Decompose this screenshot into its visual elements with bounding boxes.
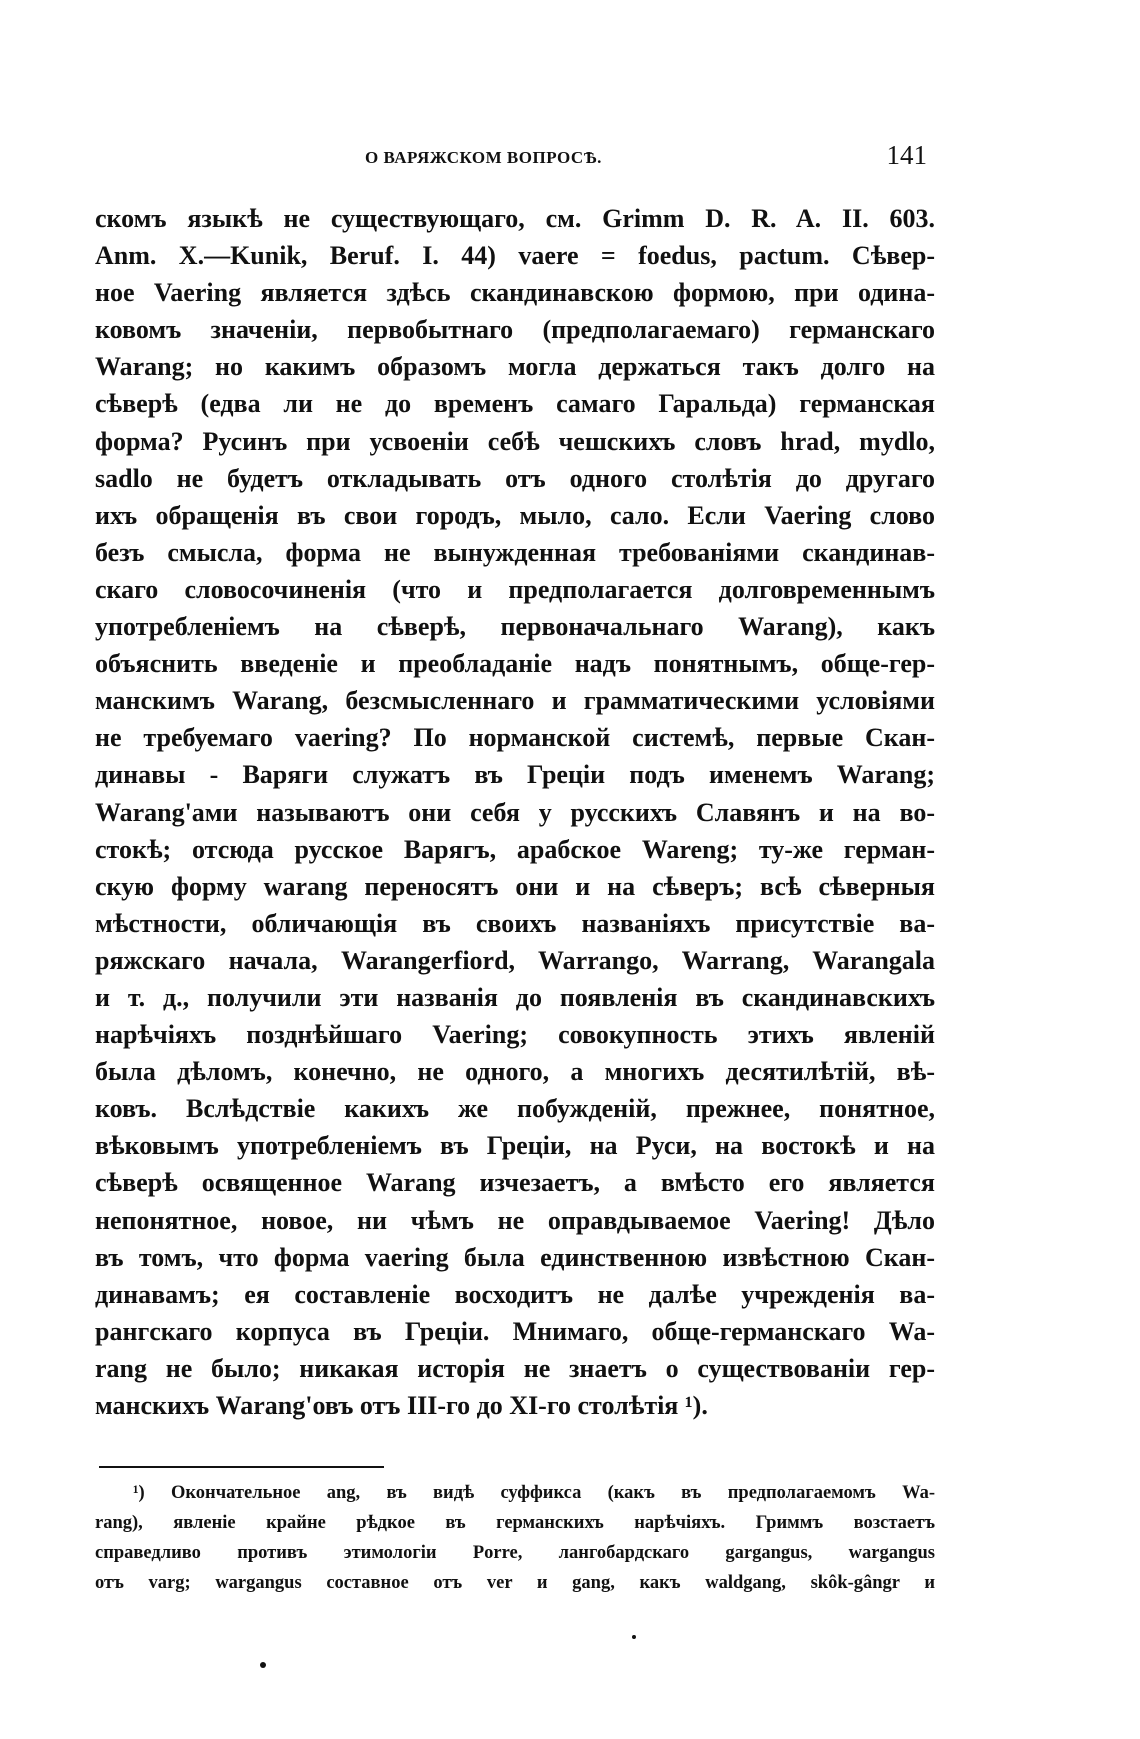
footnote-rule (99, 1466, 384, 1468)
text-line: динавы - Варяги служатъ въ Греціи подъ именемъ Warang; (95, 760, 935, 790)
text-line: скаго словосочиненія (что и предполагается долговременнымъ (95, 574, 935, 604)
text-line: объяснить введеніе и преобладаніе надъ понятнымъ, обще-гер- (95, 649, 935, 679)
text-line: нарѣчіяхъ позднѣйшаго Vaering; совокупность этихъ явленій (95, 1020, 935, 1050)
text-line: динавамъ; ея составленіе восходитъ не далѣе учрежденія ва- (95, 1279, 935, 1309)
text-line: скомъ языкѣ не существующаго, см. Grimm D. R. A. II. 603. (95, 204, 935, 233)
text-line: Warang'ами называютъ они себя у русскихъ Славянъ и на во- (95, 797, 935, 827)
text-line: манскихъ Warang'овъ отъ III-го до XI-го столѣтія ¹). (95, 1391, 708, 1420)
text-line: и т. д., получили эти названія до появленія въ скандинавскихъ (95, 982, 935, 1012)
footnote-line: справедливо противъ этимологіи Porre, лангобардскаго gargangus, wargangus (95, 1543, 935, 1563)
text-line: ихъ обращенія въ свои городъ, мыло, сало. Если Vaering слово (95, 500, 935, 530)
text-line: непонятное, новое, ни чѣмъ не оправдываемое Vaering! Дѣло (95, 1205, 935, 1235)
footnote-line: ¹) Окончательное ang, въ видѣ суффикса (какъ въ предполагаемомъ Wa- (133, 1483, 935, 1503)
text-line: Anm. X.—Kunik, Beruf. I. 44) vaere = foedus, pactum. Сѣвер- (95, 241, 935, 271)
ink-speck (632, 1635, 636, 1639)
text-line: мѣстности, обличающія въ своихъ названіяхъ присутствіе ва- (95, 908, 935, 938)
text-line: Warang; но какимъ образомъ могла держаться такъ долго на (95, 352, 935, 382)
text-line: употребленіемъ на сѣверѣ, первоначальнаго Warang), какъ (95, 612, 935, 642)
page-number: 141 (886, 140, 927, 170)
footnote-line: rang), явленіе крайне рѣдкое въ германскихъ нарѣчіяхъ. Гриммъ возстаетъ (95, 1513, 935, 1533)
footnote (95, 1478, 935, 1598)
footnote-line: отъ varg; wargangus составное отъ ver и gang, какъ waldgang, skôk-gângr и (95, 1573, 935, 1593)
text-line: sadlo не будетъ откладывать отъ одного столѣтія до другаго (95, 463, 935, 493)
text-line: не требуемаго vaering? По норманской системѣ, первые Скан- (95, 723, 935, 753)
text-line: манскимъ Warang, безсмысленнаго и грамматическими условіями (95, 686, 935, 716)
text-line: ряжскаго начала, Warangerfiord, Warrango, Warrang, Warangala (95, 945, 935, 975)
text-line: сѣверѣ освященное Warang изчезаетъ, а вмѣсто его является (95, 1168, 935, 1198)
ink-speck (260, 1662, 266, 1668)
text-line: rang не было; никакая исторія не знаетъ о существованіи гер- (95, 1353, 935, 1383)
text-line: рангскаго корпуса въ Греціи. Мнимаго, обще-германскаго Wa- (95, 1316, 935, 1346)
text-line: была дѣломъ, конечно, не одного, а многихъ десятилѣтій, вѣ- (95, 1057, 935, 1087)
text-line: стокѣ; отсюда русское Варягъ, арабское Wareng; ту-же герман- (95, 834, 935, 864)
text-line: ковъ. Вслѣдствіе какихъ же побужденій, прежнее, понятное, (95, 1094, 935, 1124)
page-header (95, 140, 935, 180)
text-line: сѣверѣ (едва ли не до временъ самаго Гаральда) германская (95, 389, 935, 419)
body-text (95, 200, 935, 1424)
text-line: ковомъ значеніи, первобытнаго (предполагаемаго) германскаго (95, 315, 935, 345)
text-line: скую форму warang переносятъ они и на сѣверъ; всѣ сѣверныя (95, 871, 935, 901)
text-line: въ томъ, что форма vaering была единственною извѣстною Скан- (95, 1242, 935, 1272)
text-line: вѣковымъ употребленіемъ въ Греціи, на Руси, на востокѣ и на (95, 1131, 935, 1161)
text-line: ное Vaering является здѣсь скандинавскою формою, при одина- (95, 278, 935, 308)
text-line: безъ смысла, форма не вынужденная требованіями скандинав- (95, 537, 935, 567)
text-line: форма? Русинъ при усвоеніи себѣ чешскихъ словъ hrad, mydlo, (95, 426, 935, 456)
running-title: О ВАРЯЖСКОМ ВОПРОСѢ. (365, 148, 602, 167)
